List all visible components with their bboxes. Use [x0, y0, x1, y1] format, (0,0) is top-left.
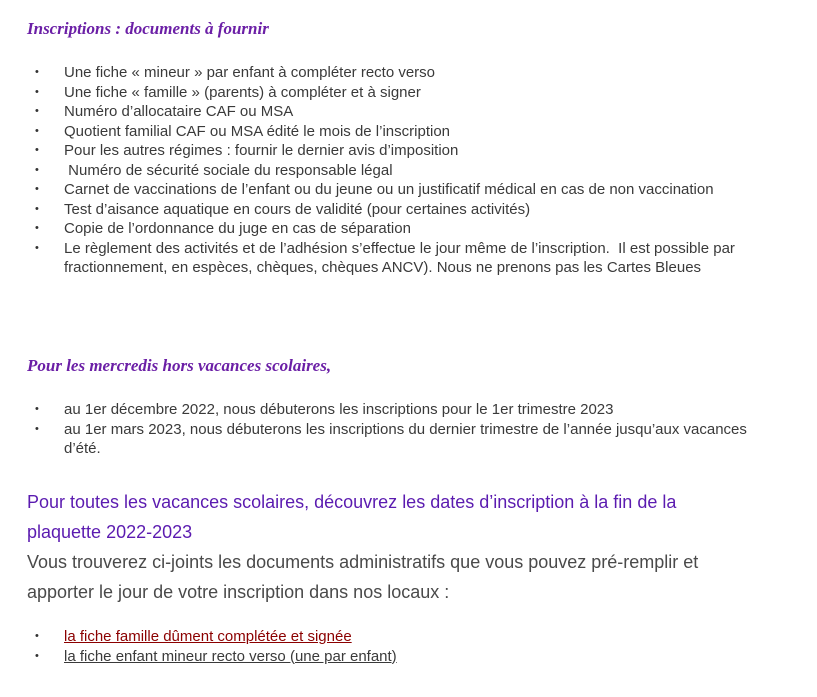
bullet-icon: •: [35, 403, 39, 415]
bullet-icon: •: [35, 630, 39, 642]
bullet-icon: •: [35, 241, 39, 254]
child-form-link[interactable]: la fiche enfant mineur recto verso (une par enfant): [64, 647, 397, 665]
required-documents-list: [0, 63, 800, 278]
bullet-icon: •: [35, 85, 39, 98]
bullet-icon: •: [35, 144, 39, 156]
list-item: • Une fiche « mineur » par enfant à compléter recto verso: [35, 64, 436, 81]
list-item: • Numéro de sécurité sociale du responsable légal: [35, 161, 393, 179]
bullet-icon: •: [35, 183, 39, 195]
bullet-icon: •: [35, 202, 39, 215]
bullet-icon: •: [35, 163, 39, 176]
family-form-link[interactable]: la fiche famille dûment complétée et signée: [64, 628, 352, 645]
list-item: • Une fiche « famille » (parents) à compléter et à signer: [35, 83, 421, 101]
list-item: [0, 647, 800, 667]
list-item: • Numéro d’allocataire CAF ou MSA: [35, 103, 294, 120]
bullet-icon: •: [35, 66, 39, 78]
list-item: [0, 627, 800, 647]
bullet-icon: •: [35, 422, 39, 435]
list-item: • Carnet de vaccinations de l’enfant ou du jeune ou un justificatif médical en cas de non vaccination: [35, 181, 714, 198]
bullet-icon: •: [35, 124, 39, 137]
holidays-paragraph: Pour toutes les vacances scolaires, découvrez les dates d’inscription à la fin de la plaquette 2022-2023: [27, 492, 677, 542]
list-item: • Quotient familial CAF ou MSA édité le mois de l’inscription: [35, 122, 451, 140]
list-item: • Le règlement des activités et de l’adhésion s’effectue le jour même de l’inscription. Il est possible par fractionnement, en espèces, chèques, chèques ANCV). Nous ne prenons pas les Cartes Bleues: [35, 239, 740, 276]
list-item: • au 1er mars 2023, nous débuterons les inscriptions du dernier trimestre de l’année jusqu’aux vacances d’été.: [35, 420, 747, 457]
bullet-icon: •: [35, 649, 39, 662]
list-item: • Test d’aisance aquatique en cours de validité (pour certaines activités): [35, 200, 531, 218]
wednesdays-list: [0, 400, 800, 459]
bullet-icon: •: [35, 222, 39, 234]
list-item: • Copie de l’ordonnance du juge en cas de séparation: [35, 220, 411, 237]
list-item: • au 1er décembre 2022, nous débuterons les inscriptions pour le 1er trimestre 2023: [35, 401, 614, 418]
downloads-list: [0, 627, 800, 666]
list-item: • Pour les autres régimes : fournir le dernier avis d’imposition: [35, 142, 459, 159]
documents-paragraph: Vous trouverez ci-joints les documents administratifs que vous pouvez pré-remplir et apporter le jour de votre inscription dans nos locaux :: [27, 552, 699, 602]
documents-heading: Inscriptions : documents à fournir: [27, 19, 269, 38]
bullet-icon: •: [35, 105, 39, 117]
wednesdays-heading: Pour les mercredis hors vacances scolaires,: [27, 356, 332, 375]
